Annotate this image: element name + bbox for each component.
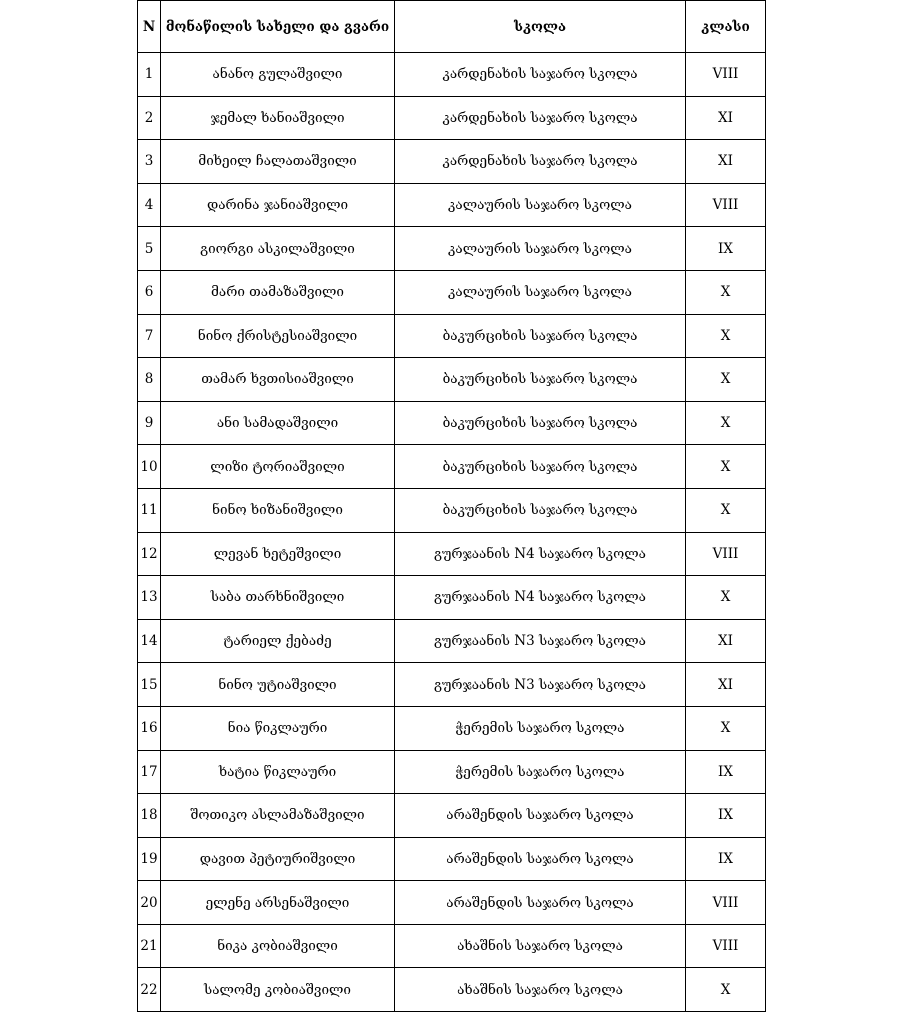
cell-grade: VIII <box>686 53 766 97</box>
header-row <box>138 1 766 53</box>
cell-school: ბაკურციხის საჯარო სკოლა <box>395 445 686 489</box>
cell-school: კალაურის საჯარო სკოლა <box>395 183 686 227</box>
cell-grade: X <box>686 314 766 358</box>
cell-number: 17 <box>138 750 161 794</box>
table-row <box>138 619 766 663</box>
cell-number: 1 <box>138 53 161 97</box>
cell-number: 7 <box>138 314 161 358</box>
cell-school: არაშენდის საჯარო სკოლა <box>395 837 686 881</box>
cell-number: 15 <box>138 663 161 707</box>
cell-school: არაშენდის საჯარო სკოლა <box>395 794 686 838</box>
cell-grade: XI <box>686 96 766 140</box>
cell-grade: XI <box>686 619 766 663</box>
cell-participant-name: ჯემალ ხანიაშვილი <box>161 96 395 140</box>
cell-school: გურჯაანის N3 საჯარო სკოლა <box>395 619 686 663</box>
cell-number: 22 <box>138 968 161 1012</box>
cell-grade: VIII <box>686 881 766 925</box>
cell-school: გურჯაანის N4 საჯარო სკოლა <box>395 576 686 620</box>
table-header <box>138 1 766 53</box>
cell-school: კარდენახის საჯარო სკოლა <box>395 96 686 140</box>
table-row <box>138 706 766 750</box>
header-school: სკოლა <box>395 1 686 53</box>
cell-participant-name: ანანო გულაშვილი <box>161 53 395 97</box>
cell-number: 19 <box>138 837 161 881</box>
cell-grade: VIII <box>686 924 766 968</box>
table-row <box>138 750 766 794</box>
cell-participant-name: საბა თარხნიშვილი <box>161 576 395 620</box>
cell-school: ბაკურციხის საჯარო სკოლა <box>395 358 686 402</box>
table-row <box>138 270 766 314</box>
cell-school: ახაშნის საჯარო სკოლა <box>395 968 686 1012</box>
cell-number: 18 <box>138 794 161 838</box>
cell-grade: X <box>686 270 766 314</box>
cell-participant-name: ნინო უტიაშვილი <box>161 663 395 707</box>
table-row <box>138 96 766 140</box>
cell-participant-name: ნია წიკლაური <box>161 706 395 750</box>
cell-participant-name: სალომე კობიაშვილი <box>161 968 395 1012</box>
cell-participant-name: თამარ ხვთისიაშვილი <box>161 358 395 402</box>
table-row <box>138 794 766 838</box>
cell-number: 6 <box>138 270 161 314</box>
cell-participant-name: დარინა ჯანიაშვილი <box>161 183 395 227</box>
table-row <box>138 576 766 620</box>
cell-participant-name: ხატია წიკლაური <box>161 750 395 794</box>
cell-school: არაშენდის საჯარო სკოლა <box>395 881 686 925</box>
cell-participant-name: მიხეილ ჩალათაშვილი <box>161 140 395 184</box>
cell-school: ახაშნის საჯარო სკოლა <box>395 924 686 968</box>
cell-number: 13 <box>138 576 161 620</box>
cell-number: 4 <box>138 183 161 227</box>
cell-school: კალაურის საჯარო სკოლა <box>395 270 686 314</box>
cell-school: ბაკურციხის საჯარო სკოლა <box>395 314 686 358</box>
table-row <box>138 445 766 489</box>
cell-participant-name: მარი თამაზაშვილი <box>161 270 395 314</box>
cell-number: 2 <box>138 96 161 140</box>
header-name: მონაწილის სახელი და გვარი <box>161 1 395 53</box>
cell-grade: X <box>686 968 766 1012</box>
table-row <box>138 488 766 532</box>
header-number: N <box>138 1 161 53</box>
cell-grade: X <box>686 576 766 620</box>
cell-school: გურჯაანის N4 საჯარო სკოლა <box>395 532 686 576</box>
cell-participant-name: გიორგი ასკილაშვილი <box>161 227 395 271</box>
cell-number: 9 <box>138 401 161 445</box>
cell-number: 8 <box>138 358 161 402</box>
cell-school: კარდენახის საჯარო სკოლა <box>395 53 686 97</box>
cell-grade: X <box>686 401 766 445</box>
cell-participant-name: დავით პეტიურიშვილი <box>161 837 395 881</box>
table-row <box>138 401 766 445</box>
cell-participant-name: შოთიკო ასლამაზაშვილი <box>161 794 395 838</box>
cell-number: 3 <box>138 140 161 184</box>
cell-school: ჭერემის საჯარო სკოლა <box>395 750 686 794</box>
participants-table <box>137 0 766 1012</box>
cell-number: 10 <box>138 445 161 489</box>
cell-participant-name: ლევან ხეტეშვილი <box>161 532 395 576</box>
cell-number: 12 <box>138 532 161 576</box>
table-row <box>138 881 766 925</box>
cell-grade: IX <box>686 227 766 271</box>
cell-grade: XI <box>686 140 766 184</box>
cell-number: 5 <box>138 227 161 271</box>
table-row <box>138 53 766 97</box>
cell-grade: X <box>686 488 766 532</box>
cell-number: 16 <box>138 706 161 750</box>
cell-participant-name: ტარიელ ქებაძე <box>161 619 395 663</box>
cell-grade: VIII <box>686 183 766 227</box>
cell-participant-name: ნინო ხიზანიშვილი <box>161 488 395 532</box>
cell-school: კალაურის საჯარო სკოლა <box>395 227 686 271</box>
table-row <box>138 314 766 358</box>
cell-number: 11 <box>138 488 161 532</box>
cell-grade: XI <box>686 663 766 707</box>
header-grade: კლასი <box>686 1 766 53</box>
cell-grade: VIII <box>686 532 766 576</box>
cell-grade: IX <box>686 750 766 794</box>
cell-grade: IX <box>686 794 766 838</box>
cell-school: გურჯაანის N3 საჯარო სკოლა <box>395 663 686 707</box>
cell-number: 14 <box>138 619 161 663</box>
cell-school: კარდენახის საჯარო სკოლა <box>395 140 686 184</box>
cell-school: ბაკურციხის საჯარო სკოლა <box>395 488 686 532</box>
table-row <box>138 663 766 707</box>
table-row <box>138 924 766 968</box>
participants-sheet <box>137 0 765 1012</box>
cell-participant-name: ანი სამადაშვილი <box>161 401 395 445</box>
cell-participant-name: ნინო ქრისტესიაშვილი <box>161 314 395 358</box>
table-row <box>138 532 766 576</box>
table-row <box>138 837 766 881</box>
table-body <box>138 53 766 1012</box>
table-row <box>138 968 766 1012</box>
table-row <box>138 227 766 271</box>
table-row <box>138 183 766 227</box>
cell-number: 20 <box>138 881 161 925</box>
table-row <box>138 358 766 402</box>
cell-grade: X <box>686 445 766 489</box>
cell-school: ჭერემის საჯარო სკოლა <box>395 706 686 750</box>
cell-participant-name: ლიზი ტორიაშვილი <box>161 445 395 489</box>
cell-school: ბაკურციხის საჯარო სკოლა <box>395 401 686 445</box>
cell-number: 21 <box>138 924 161 968</box>
cell-grade: IX <box>686 837 766 881</box>
cell-participant-name: ნიკა კობიაშვილი <box>161 924 395 968</box>
cell-participant-name: ელენე არსენაშვილი <box>161 881 395 925</box>
cell-grade: X <box>686 358 766 402</box>
table-row <box>138 140 766 184</box>
cell-grade: X <box>686 706 766 750</box>
